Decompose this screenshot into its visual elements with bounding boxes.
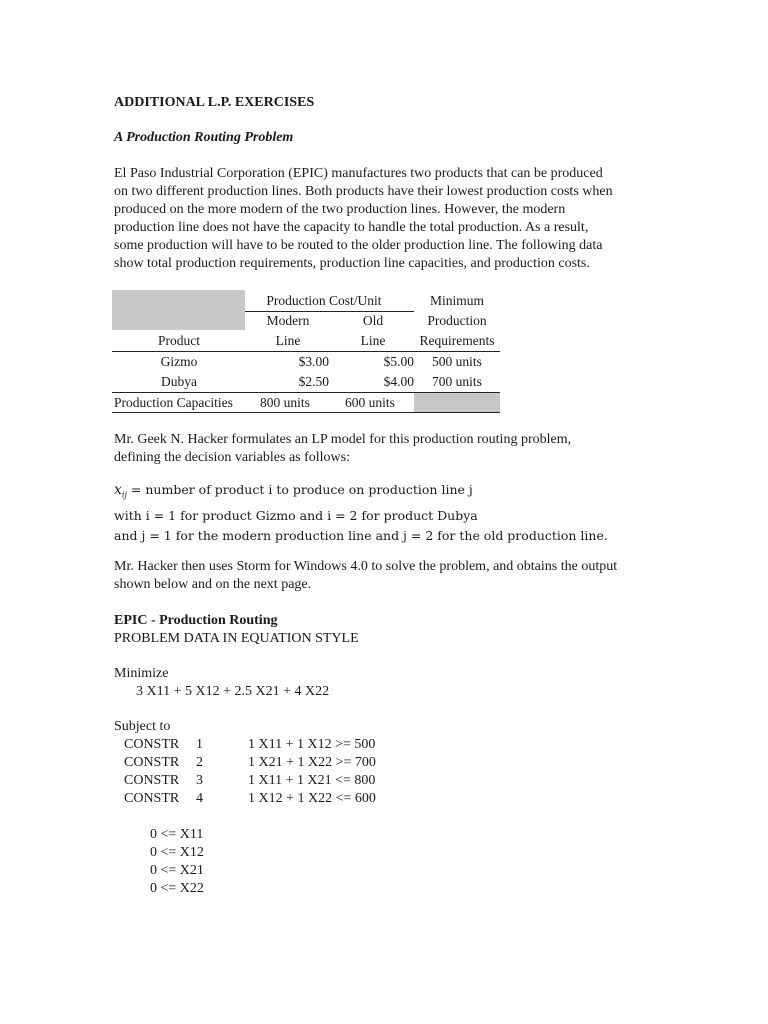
constraint-name: CONSTR bbox=[124, 791, 180, 806]
variable-def-line: and j = 1 for the modern production line and j = 2 for the old production line. bbox=[114, 527, 608, 543]
table-cell-requirement: 700 units bbox=[432, 374, 482, 389]
hacker-line: Mr. Geek N. Hacker formulates an LP model for this production routing problem, bbox=[114, 432, 572, 447]
header-bottom-rule bbox=[112, 351, 500, 352]
min-header-line2: Production bbox=[427, 313, 487, 328]
intro-line: some production will have to be routed to the older production line. The following data bbox=[114, 238, 603, 253]
intro-line: El Paso Industrial Corporation (EPIC) manufactures two products that can be produced bbox=[114, 166, 603, 181]
production-data-table bbox=[112, 290, 500, 413]
variable-def-line bbox=[114, 480, 608, 506]
minimize-label: Minimize bbox=[114, 666, 169, 681]
capacity-old: 600 units bbox=[345, 395, 395, 410]
intro-paragraph bbox=[114, 165, 674, 273]
gray-empty-cell bbox=[414, 392, 500, 412]
constraint-expression: 1 X21 + 1 X22 >= 700 bbox=[248, 755, 376, 770]
constraint-number: 4 bbox=[196, 791, 203, 806]
output-subtitle: PROBLEM DATA IN EQUATION STYLE bbox=[114, 631, 359, 646]
variable-def-text: = number of product i to produce on production line j bbox=[126, 482, 473, 497]
table-cell-modern: $2.50 bbox=[298, 374, 329, 389]
variable-def-line: with i = 1 for product Gizmo and i = 2 for product Dubya bbox=[114, 507, 478, 523]
table-cell-requirement: 500 units bbox=[432, 354, 482, 369]
table-bottom-rule bbox=[112, 412, 500, 413]
variable-subscript: ij bbox=[121, 490, 127, 500]
min-header-line1: Minimum bbox=[429, 293, 484, 308]
product-header: Product bbox=[158, 333, 200, 348]
capacity-modern: 800 units bbox=[260, 395, 310, 410]
table-cell-modern: $3.00 bbox=[298, 354, 329, 369]
constraint-number: 1 bbox=[196, 737, 203, 752]
constraint-name: CONSTR bbox=[124, 773, 180, 788]
modern-header-line2: Line bbox=[275, 333, 301, 348]
header-underline bbox=[245, 311, 414, 312]
subject-to-label: Subject to bbox=[114, 719, 171, 734]
cost-group-header: Production Cost/Unit bbox=[266, 293, 382, 308]
old-header-line2: Line bbox=[360, 333, 386, 348]
storm-paragraph bbox=[114, 558, 674, 594]
table-cell-product: Gizmo bbox=[160, 354, 198, 369]
hacker-line: defining the decision variables as follows: bbox=[114, 450, 350, 465]
output-title: EPIC - Production Routing bbox=[114, 613, 278, 628]
min-header-line3: Requirements bbox=[419, 333, 495, 348]
intro-line: show total production requirements, production line capacities, and production costs. bbox=[114, 256, 590, 271]
storm-line: shown below and on the next page. bbox=[114, 577, 312, 592]
section-title: A Production Routing Problem bbox=[114, 130, 294, 145]
capacity-top-rule bbox=[112, 392, 500, 393]
bound-line: 0 <= X21 bbox=[150, 863, 204, 878]
capacity-label: Production Capacities bbox=[114, 395, 233, 410]
variable-definitions bbox=[114, 480, 608, 546]
constraint-name: CONSTR bbox=[124, 755, 180, 770]
constraint-name: CONSTR bbox=[124, 737, 180, 752]
variable-symbol: x bbox=[114, 482, 122, 498]
gray-corner-cell bbox=[112, 290, 245, 330]
storm-line: Mr. Hacker then uses Storm for Windows 4.0 to solve the problem, and obtains the output bbox=[114, 559, 618, 574]
constraint-expression: 1 X12 + 1 X22 <= 600 bbox=[248, 791, 376, 806]
intro-line: produced on the more modern of the two production lines. However, the modern bbox=[114, 202, 566, 217]
old-header-line1: Old bbox=[362, 313, 384, 328]
constraint-number: 3 bbox=[196, 773, 203, 788]
constraint-number: 2 bbox=[196, 755, 203, 770]
intro-line: on two different production lines. Both products have their lowest production costs when bbox=[114, 184, 613, 199]
bound-line: 0 <= X11 bbox=[150, 827, 204, 842]
constraint-expression: 1 X11 + 1 X12 >= 500 bbox=[248, 737, 376, 752]
modern-header-line1: Modern bbox=[266, 313, 310, 328]
bound-line: 0 <= X12 bbox=[150, 845, 204, 860]
table-cell-product: Dubya bbox=[161, 374, 197, 389]
intro-line: production line does not have the capacity to handle the total production. As a result, bbox=[114, 220, 589, 235]
table-cell-old: $5.00 bbox=[383, 354, 414, 369]
hacker-paragraph bbox=[114, 431, 674, 467]
table-cell-old: $4.00 bbox=[383, 374, 414, 389]
objective-function: 3 X11 + 5 X12 + 2.5 X21 + 4 X22 bbox=[136, 684, 330, 699]
page-heading: ADDITIONAL L.P. EXERCISES bbox=[114, 95, 315, 110]
bound-line: 0 <= X22 bbox=[150, 881, 204, 896]
constraint-expression: 1 X11 + 1 X21 <= 800 bbox=[248, 773, 376, 788]
